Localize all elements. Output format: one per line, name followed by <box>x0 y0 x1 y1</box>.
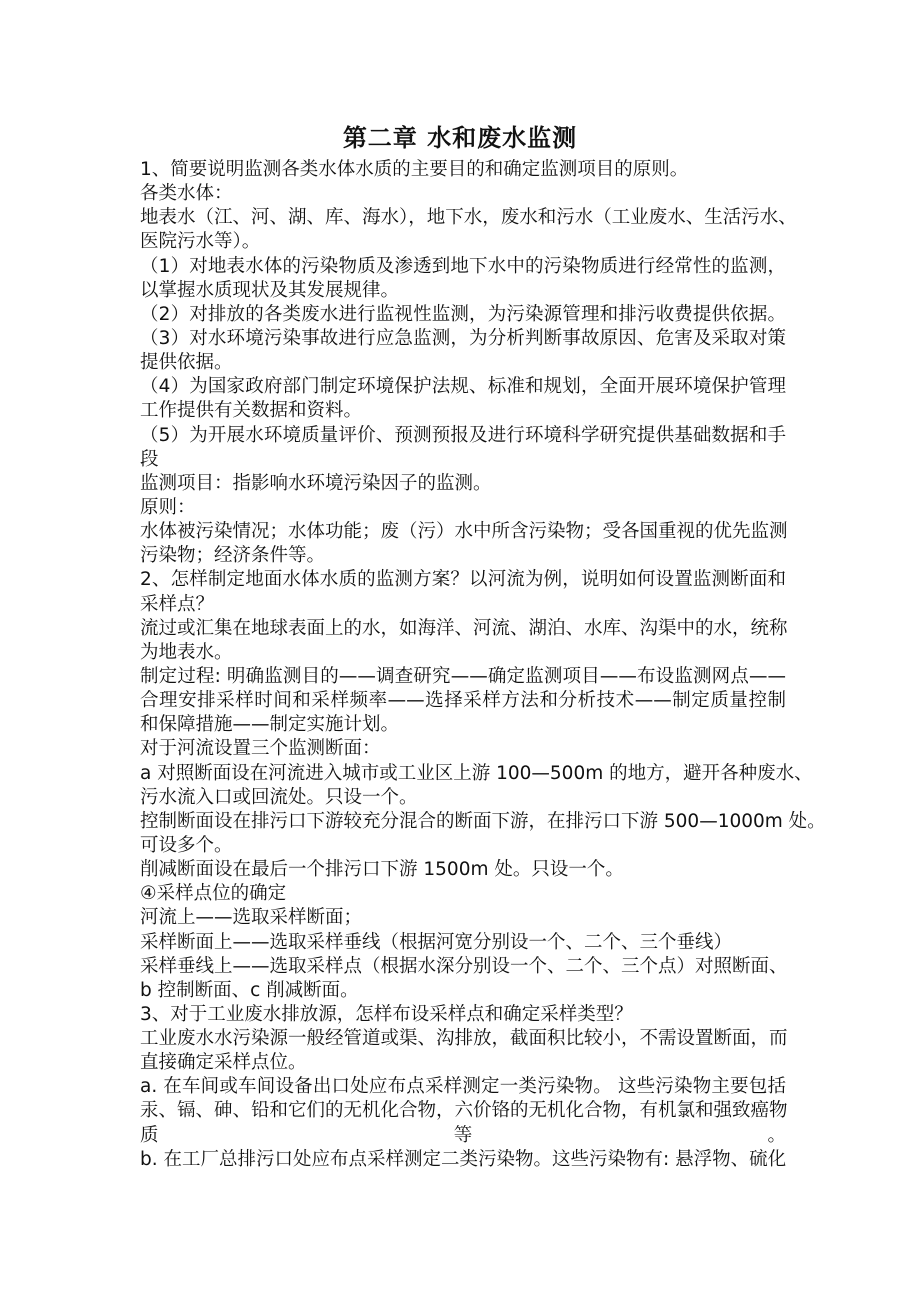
text-line: 对于河流设置三个监测断面： <box>140 738 381 760</box>
text-line: 污水流入口或回流处。只设一个。 <box>140 786 418 808</box>
text-line: 控制断面设在排污口下游较充分混合的断面下游，在排污口下游 500—1000m 处。 <box>140 810 826 832</box>
text-line: 河流上——选取采样断面； <box>140 907 363 929</box>
text-line: （2）对排放的各类废水进行监视性监测，为污染源管理和排污收费提供依据。 <box>140 303 786 325</box>
text-line: 1、简要说明监测各类水体水质的主要目的和确定监测项目的原则。 <box>140 159 689 180</box>
text-line: ④采样点位的确定 <box>140 883 287 905</box>
text-line: 采样垂线上——选取采样点（根据水深分别设一个、二个、三个点）对照断面、 <box>140 955 788 977</box>
text-line: （1）对地表水体的污染物质及渗透到地下水中的污染物质进行经常性的监测， <box>140 255 786 277</box>
text-line: （5）为开展水环境质量评价、预测预报及进行环境科学研究提供基础数据和手 <box>140 424 786 446</box>
text-line: 流过或汇集在地球表面上的水，如海洋、河流、湖泊、水库、沟渠中的水，统称 <box>140 617 788 639</box>
document-body <box>140 158 826 1172</box>
text-line: 工业废水水污染源一般经管道或渠、沟排放，截面积比较小，不需设置断面，而 <box>140 1028 788 1050</box>
text-line: b. 在工厂总排污口处应布点采样测定二类污染物。这些污染物有: 悬浮物、硫化 <box>140 1148 787 1170</box>
text-line: a. 在车间或车间设备出口处应布点采样测定一类污染物。 这些污染物主要包括 <box>140 1076 786 1098</box>
text-line: 为地表水。 <box>140 641 233 663</box>
text-line: 直接确定采样点位。 <box>140 1052 307 1074</box>
text-line: 3、对于工业废水排放源，怎样布设采样点和确定采样类型？ <box>140 1003 633 1025</box>
text-line: 质等。 <box>140 1124 786 1146</box>
text-line: 监测项目：指影响水环境污染因子的监测。 <box>140 472 492 494</box>
text-line: 提供依据。 <box>140 352 233 374</box>
text-line: 采样断面上——选取采样垂线（根据河宽分别设一个、二个、三个垂线） <box>140 931 733 953</box>
text-line: 和保障措施——制定实施计划。 <box>140 714 400 736</box>
text-line: （4）为国家政府部门制定环境保护法规、标准和规划，全面开展环境保护管理 <box>140 376 786 398</box>
text-line: 污染物；经济条件等。 <box>140 545 326 567</box>
text-line: 可设多个。 <box>140 834 233 856</box>
text-line: 合理安排采样时间和采样频率——选择采样方法和分析技术——制定质量控制 <box>140 690 786 712</box>
text-line: 原则： <box>140 496 196 518</box>
text-line: 工作提供有关数据和资料。 <box>140 400 363 422</box>
text-line: 段 <box>140 448 159 470</box>
text-line: 水体被污染情况；水体功能；废（污）水中所含污染物；受各国重视的优先监测 <box>140 521 788 543</box>
text-line: b 控制断面、c 削减断面。 <box>140 979 359 1001</box>
text-line: 地表水（江、河、湖、库、海水），地下水，废水和污水（工业废水、生活污水、 <box>140 207 797 229</box>
text-line: 2、怎样制定地面水体水质的监测方案？以河流为例，说明如何设置监测断面和 <box>140 569 786 591</box>
text-line: 医院污水等）。 <box>140 231 261 253</box>
text-line: 削减断面设在最后一个排污口下游 1500m 处。只设一个。 <box>140 859 624 881</box>
text-line: 采样点？ <box>140 593 215 615</box>
text-line: （3）对水环境污染事故进行应急监测，为分析判断事故原因、危害及采取对策 <box>140 327 786 349</box>
chapter-title: 第二章 水和废水监测 <box>342 124 578 152</box>
text-line: 以掌握水质现状及其发展规律。 <box>140 279 400 301</box>
text-line: a 对照断面设在河流进入城市或工业区上游 100—500m 的地方，避开各种废水、 <box>140 762 813 784</box>
text-line: 制定过程: 明确监测目的——调查研究——确定监测项目——布设监测网点—— <box>140 665 786 687</box>
text-line: 汞、镉、砷、铅和它们的无机化合物，六价铬的无机化合物，有机氯和强致癌物 <box>140 1100 788 1122</box>
text-line: 各类水体： <box>140 183 233 205</box>
